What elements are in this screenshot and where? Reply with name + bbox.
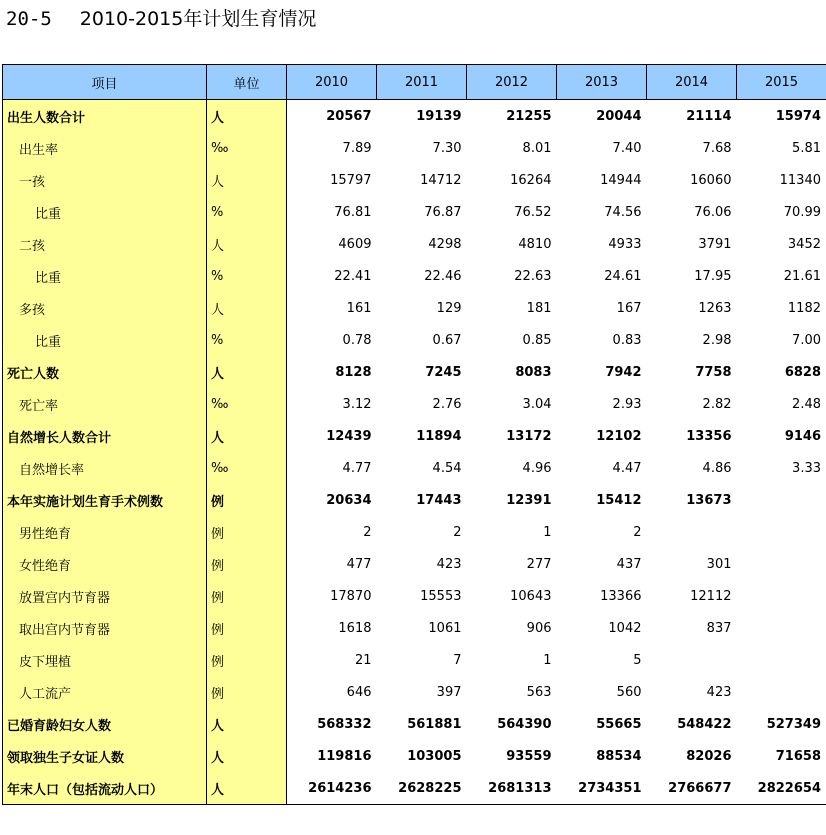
cell-value: 13366 <box>600 588 642 604</box>
cell-value: 1618 <box>338 620 372 636</box>
row-label: 多孩 <box>3 292 207 324</box>
cell-value <box>737 548 826 580</box>
cell-value: 21.61 <box>737 260 826 292</box>
row-label: 本年实施计划生育手术例数 <box>3 484 207 516</box>
cell-value: 70.99 <box>737 196 826 228</box>
cell-value <box>737 516 826 548</box>
cell-value: 24.61 <box>604 268 642 284</box>
table-row <box>3 740 826 772</box>
row-unit: 人 <box>207 356 287 388</box>
cell-value: 4609 <box>338 236 372 252</box>
cell-value: 4.96 <box>522 460 552 476</box>
cell-value: 13172 <box>506 428 552 444</box>
row-label: 已婚育龄妇女人数 <box>3 708 207 740</box>
cell-value: 4.47 <box>612 460 642 476</box>
cell-value: 13356 <box>686 428 732 444</box>
cell-value: 11894 <box>416 428 462 444</box>
table-row <box>3 772 826 805</box>
cell-value: 15553 <box>420 588 462 604</box>
header-year: 2010 <box>287 65 377 100</box>
cell-value <box>737 644 826 676</box>
cell-value: 12102 <box>596 428 642 444</box>
row-unit: 例 <box>207 580 287 612</box>
row-unit: % <box>207 260 287 292</box>
page-title <box>6 4 316 34</box>
cell-value: 74.56 <box>604 204 642 220</box>
cell-value: 3791 <box>698 236 732 252</box>
cell-value: 1263 <box>698 300 732 316</box>
row-unit: 例 <box>207 644 287 676</box>
row-label: 领取独生子女证人数 <box>3 740 207 772</box>
table-row <box>3 260 826 292</box>
cell-value: 22.41 <box>334 268 372 284</box>
cell-value: 76.87 <box>424 204 462 220</box>
cell-value <box>737 612 826 644</box>
cell-value: 55665 <box>596 716 642 732</box>
table-row <box>3 420 826 452</box>
cell-value: 1 <box>543 652 552 668</box>
cell-value: 12391 <box>506 492 552 508</box>
cell-value: 161 <box>346 300 372 316</box>
cell-value: 103005 <box>407 748 462 764</box>
cell-value: 564390 <box>497 716 552 732</box>
row-label: 出生人数合计 <box>3 100 207 133</box>
row-unit: ‰ <box>207 452 287 484</box>
row-label: 一孩 <box>3 164 207 196</box>
cell-value: 22.63 <box>514 268 552 284</box>
cell-value: 4.77 <box>342 460 372 476</box>
cell-value: 646 <box>346 684 372 700</box>
row-unit: 人 <box>207 228 287 260</box>
cell-value: 560 <box>616 684 642 700</box>
cell-value: 12439 <box>326 428 372 444</box>
cell-value: 2.48 <box>737 388 826 420</box>
row-unit: % <box>207 324 287 356</box>
cell-value: 15412 <box>596 492 642 508</box>
cell-value: 301 <box>706 556 732 572</box>
table-row <box>3 388 826 420</box>
row-label: 放置宫内节育器 <box>3 580 207 612</box>
cell-value: 19139 <box>416 108 462 124</box>
cell-value: 6828 <box>737 356 826 388</box>
header-year: 2011 <box>377 65 467 100</box>
row-unit: 人 <box>207 292 287 324</box>
cell-value: 20044 <box>596 108 642 124</box>
cell-value: 7245 <box>425 364 462 380</box>
row-label: 自然增长率 <box>3 452 207 484</box>
cell-value: 4933 <box>608 236 642 252</box>
cell-value: 10643 <box>510 588 552 604</box>
cell-value: 1042 <box>608 620 642 636</box>
cell-value: 5 <box>633 652 642 668</box>
table-row <box>3 164 826 196</box>
row-label: 比重 <box>3 196 207 228</box>
row-unit: % <box>207 196 287 228</box>
cell-value: 119816 <box>317 748 372 764</box>
table-row <box>3 612 826 644</box>
cell-value: 7.89 <box>342 140 372 156</box>
cell-value: 0.83 <box>612 332 642 348</box>
cell-value: 3.12 <box>342 396 372 412</box>
cell-value: 0.78 <box>342 332 372 348</box>
cell-value: 568332 <box>317 716 372 732</box>
header-year: 2013 <box>557 65 647 100</box>
cell-value <box>737 484 826 516</box>
cell-value <box>737 580 826 612</box>
cell-value: 13673 <box>686 492 732 508</box>
row-label: 比重 <box>3 260 207 292</box>
row-label: 人工流产 <box>3 676 207 708</box>
cell-value: 423 <box>436 556 462 572</box>
cell-value: 2628225 <box>377 772 467 805</box>
cell-value: 2 <box>453 524 462 540</box>
cell-value: 837 <box>706 620 732 636</box>
cell-value: 1182 <box>737 292 826 324</box>
cell-value: 8083 <box>515 364 552 380</box>
cell-value: 167 <box>616 300 642 316</box>
cell-value: 14712 <box>420 172 462 188</box>
cell-value: 397 <box>436 684 462 700</box>
row-unit: 人 <box>207 772 287 805</box>
cell-value: 21255 <box>506 108 552 124</box>
cell-value: 527349 <box>737 708 826 740</box>
cell-value: 7 <box>453 652 462 668</box>
cell-value: 7.40 <box>612 140 642 156</box>
cell-value: 8128 <box>335 364 372 380</box>
cell-value: 9146 <box>737 420 826 452</box>
row-unit: 人 <box>207 740 287 772</box>
table-row <box>3 484 826 516</box>
cell-value: 2 <box>633 524 642 540</box>
row-label: 出生率 <box>3 132 207 164</box>
row-unit: 人 <box>207 708 287 740</box>
row-unit: 人 <box>207 100 287 133</box>
cell-value: 2.76 <box>432 396 462 412</box>
row-label: 皮下埋植 <box>3 644 207 676</box>
cell-value: 82026 <box>686 748 732 764</box>
cell-value: 0.67 <box>432 332 462 348</box>
cell-value: 7.30 <box>432 140 462 156</box>
cell-value: 548422 <box>677 716 732 732</box>
cell-value: 17443 <box>416 492 462 508</box>
table-row <box>3 196 826 228</box>
cell-value: 1061 <box>428 620 462 636</box>
cell-value: 11340 <box>737 164 826 196</box>
cell-value: 20634 <box>326 492 372 508</box>
cell-value: 477 <box>346 556 372 572</box>
cell-value: 88534 <box>596 748 642 764</box>
row-unit: 人 <box>207 164 287 196</box>
cell-value: 7.68 <box>702 140 732 156</box>
table-row <box>3 228 826 260</box>
cell-value: 2.93 <box>612 396 642 412</box>
table-row <box>3 516 826 548</box>
cell-value: 2614236 <box>287 772 377 805</box>
cell-value: 2822654 <box>737 772 826 805</box>
cell-value: 181 <box>526 300 552 316</box>
row-label: 死亡率 <box>3 388 207 420</box>
row-unit: 例 <box>207 548 287 580</box>
cell-value: 129 <box>436 300 462 316</box>
row-label: 男性绝育 <box>3 516 207 548</box>
cell-value: 22.46 <box>424 268 462 284</box>
cell-value: 16060 <box>690 172 732 188</box>
table-row <box>3 132 826 164</box>
row-label: 年末人口（包括流动人口） <box>3 772 207 805</box>
cell-value: 12112 <box>690 588 732 604</box>
header-unit: 单位 <box>207 65 287 100</box>
cell-value: 7942 <box>605 364 642 380</box>
cell-value: 277 <box>526 556 552 572</box>
cell-value: 1 <box>543 524 552 540</box>
cell-value: 76.52 <box>514 204 552 220</box>
row-label: 取出宫内节育器 <box>3 612 207 644</box>
table-row <box>3 324 826 356</box>
header-row <box>3 65 826 100</box>
cell-value: 2.82 <box>702 396 732 412</box>
cell-value: 2766677 <box>647 772 737 805</box>
header-item: 项目 <box>3 65 207 100</box>
row-label: 自然增长人数合计 <box>3 420 207 452</box>
cell-value: 2681313 <box>467 772 557 805</box>
cell-value: 561881 <box>407 716 462 732</box>
cell-value: 20567 <box>326 108 372 124</box>
row-unit: 例 <box>207 516 287 548</box>
cell-value: 2.98 <box>702 332 732 348</box>
cell-value: 3452 <box>737 228 826 260</box>
cell-value: 0.85 <box>522 332 552 348</box>
table-row <box>3 580 826 612</box>
row-unit: 人 <box>207 420 287 452</box>
cell-value <box>647 516 737 548</box>
table-row <box>3 708 826 740</box>
table-row <box>3 676 826 708</box>
row-unit: 例 <box>207 484 287 516</box>
table-row <box>3 452 826 484</box>
cell-value: 17.95 <box>694 268 732 284</box>
cell-value: 906 <box>526 620 552 636</box>
table-row <box>3 100 826 133</box>
row-label: 二孩 <box>3 228 207 260</box>
cell-value: 76.81 <box>334 204 372 220</box>
table-row <box>3 548 826 580</box>
cell-value: 7.00 <box>737 324 826 356</box>
table-number: 20-5 <box>6 8 52 30</box>
table-body <box>3 100 826 805</box>
cell-value: 2 <box>363 524 372 540</box>
table-row <box>3 356 826 388</box>
cell-value: 4.54 <box>432 460 462 476</box>
cell-value: 563 <box>526 684 552 700</box>
cell-value: 21114 <box>686 108 732 124</box>
row-unit: 例 <box>207 612 287 644</box>
cell-value: 14944 <box>600 172 642 188</box>
cell-value: 2734351 <box>557 772 647 805</box>
table-title: 2010-2015年计划生育情况 <box>79 8 317 30</box>
cell-value: 93559 <box>506 748 552 764</box>
cell-value: 76.06 <box>694 204 732 220</box>
cell-value: 71658 <box>737 740 826 772</box>
cell-value: 15797 <box>330 172 372 188</box>
table-row <box>3 292 826 324</box>
row-label: 女性绝育 <box>3 548 207 580</box>
cell-value: 4810 <box>518 236 552 252</box>
header-year: 2012 <box>467 65 557 100</box>
data-table <box>2 64 826 805</box>
cell-value: 15974 <box>737 100 826 133</box>
table-row <box>3 644 826 676</box>
row-unit: ‰ <box>207 388 287 420</box>
cell-value: 3.04 <box>522 396 552 412</box>
cell-value: 8.01 <box>522 140 552 156</box>
cell-value: 437 <box>616 556 642 572</box>
cell-value: 17870 <box>330 588 372 604</box>
row-label: 死亡人数 <box>3 356 207 388</box>
cell-value: 21 <box>354 652 372 668</box>
row-unit: 例 <box>207 676 287 708</box>
cell-value: 16264 <box>510 172 552 188</box>
row-unit: ‰ <box>207 132 287 164</box>
cell-value: 4.86 <box>702 460 732 476</box>
cell-value: 423 <box>706 684 732 700</box>
header-year: 2014 <box>647 65 737 100</box>
cell-value <box>737 676 826 708</box>
cell-value: 7758 <box>695 364 732 380</box>
cell-value: 3.33 <box>737 452 826 484</box>
cell-value: 5.81 <box>737 132 826 164</box>
header-year: 2015 <box>737 65 826 100</box>
cell-value: 4298 <box>428 236 462 252</box>
row-label: 比重 <box>3 324 207 356</box>
cell-value <box>647 644 737 676</box>
